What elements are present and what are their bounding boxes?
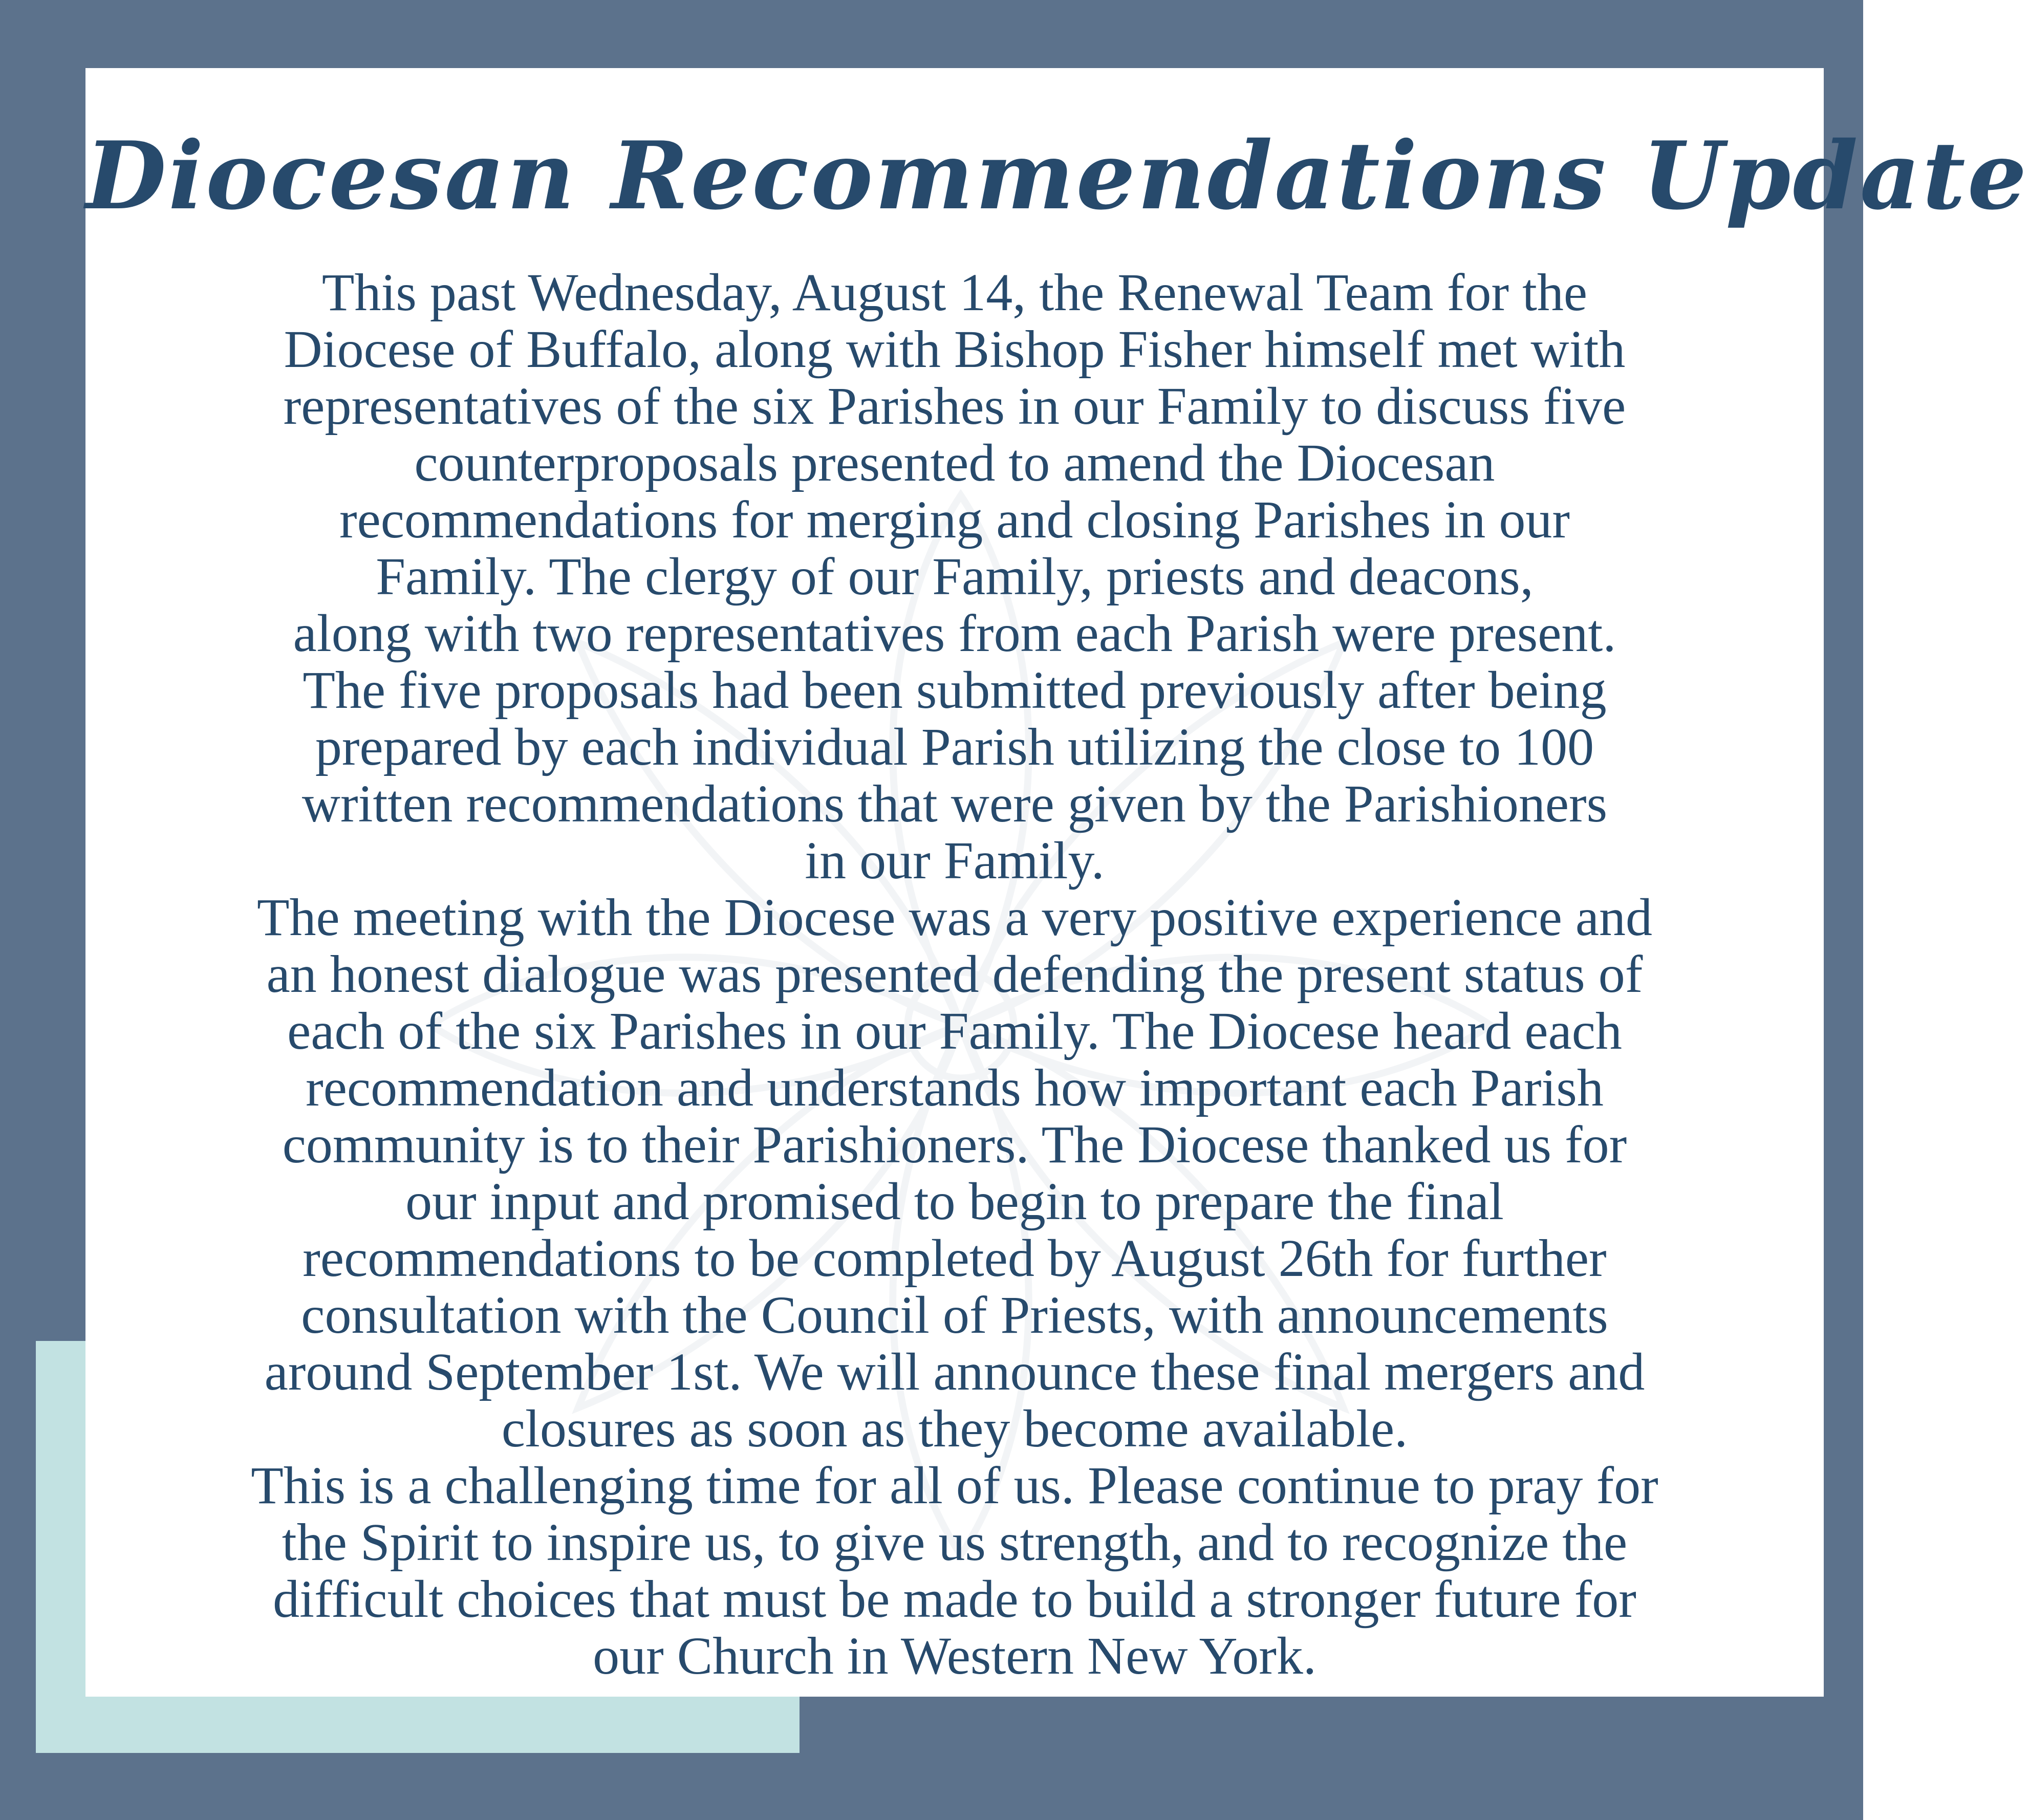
text-line: This past Wednesday, August 14, the Renewal Team for the <box>321 263 1588 322</box>
text-line: each of the six Parishes in our Family. The Diocese heard each <box>287 1002 1622 1060</box>
text-line: written recommendations that were given by the Parishioners <box>301 774 1608 833</box>
text-line: counterproposals presented to amend the Diocesan <box>414 434 1495 492</box>
body-text <box>126 264 1783 1684</box>
text-line: prepared by each individual Parish utilizing the close to 100 <box>315 718 1594 776</box>
text-line: The five proposals had been submitted previously after being <box>303 661 1607 720</box>
paragraph <box>126 1457 1783 1684</box>
text-line: in our Family. <box>805 831 1105 890</box>
text-line: recommendations for merging and closing Parishes in our <box>339 490 1570 549</box>
paragraph <box>126 889 1783 1457</box>
text-line: consultation with the Council of Priests, with announcements <box>301 1286 1608 1345</box>
text-line: our input and promised to begin to prepare the final <box>405 1172 1504 1231</box>
text-line: The meeting with the Diocese was a very positive experience and <box>256 888 1653 947</box>
text-line: This is a challenging time for all of us. Please continue to pray for <box>251 1456 1658 1515</box>
text-line: the Spirit to inspire us, to give us strength, and to recognize the <box>282 1513 1628 1572</box>
text-line: an honest dialogue was presented defending the present status of <box>266 945 1643 1004</box>
text-line: closures as soon as they become available. <box>501 1399 1408 1458</box>
text-line: around September 1st. We will announce these final mergers and <box>264 1342 1645 1401</box>
content-card <box>85 68 2029 1697</box>
text-line: representatives of the six Parishes in our Family to discuss five <box>283 377 1626 436</box>
page-title: Diocesan Recommendations Update <box>85 121 2029 230</box>
paragraph <box>126 264 1783 889</box>
text-line: our Church in Western New York. <box>593 1627 1316 1685</box>
text-line: community is to their Parishioners. The Diocese thanked us for <box>282 1115 1627 1174</box>
text-line: Family. The clergy of our Family, priests and deacons, <box>376 547 1534 606</box>
text-line: recommendations to be completed by August 26th for further <box>303 1229 1607 1288</box>
text-line: difficult choices that must be made to build a stronger future for <box>273 1570 1636 1629</box>
text-line: recommendation and understands how important each Parish <box>306 1058 1604 1117</box>
text-line: along with two representatives from each Parish were present. <box>293 604 1616 663</box>
text-line: Diocese of Buffalo, along with Bishop Fisher himself met with <box>284 320 1626 379</box>
